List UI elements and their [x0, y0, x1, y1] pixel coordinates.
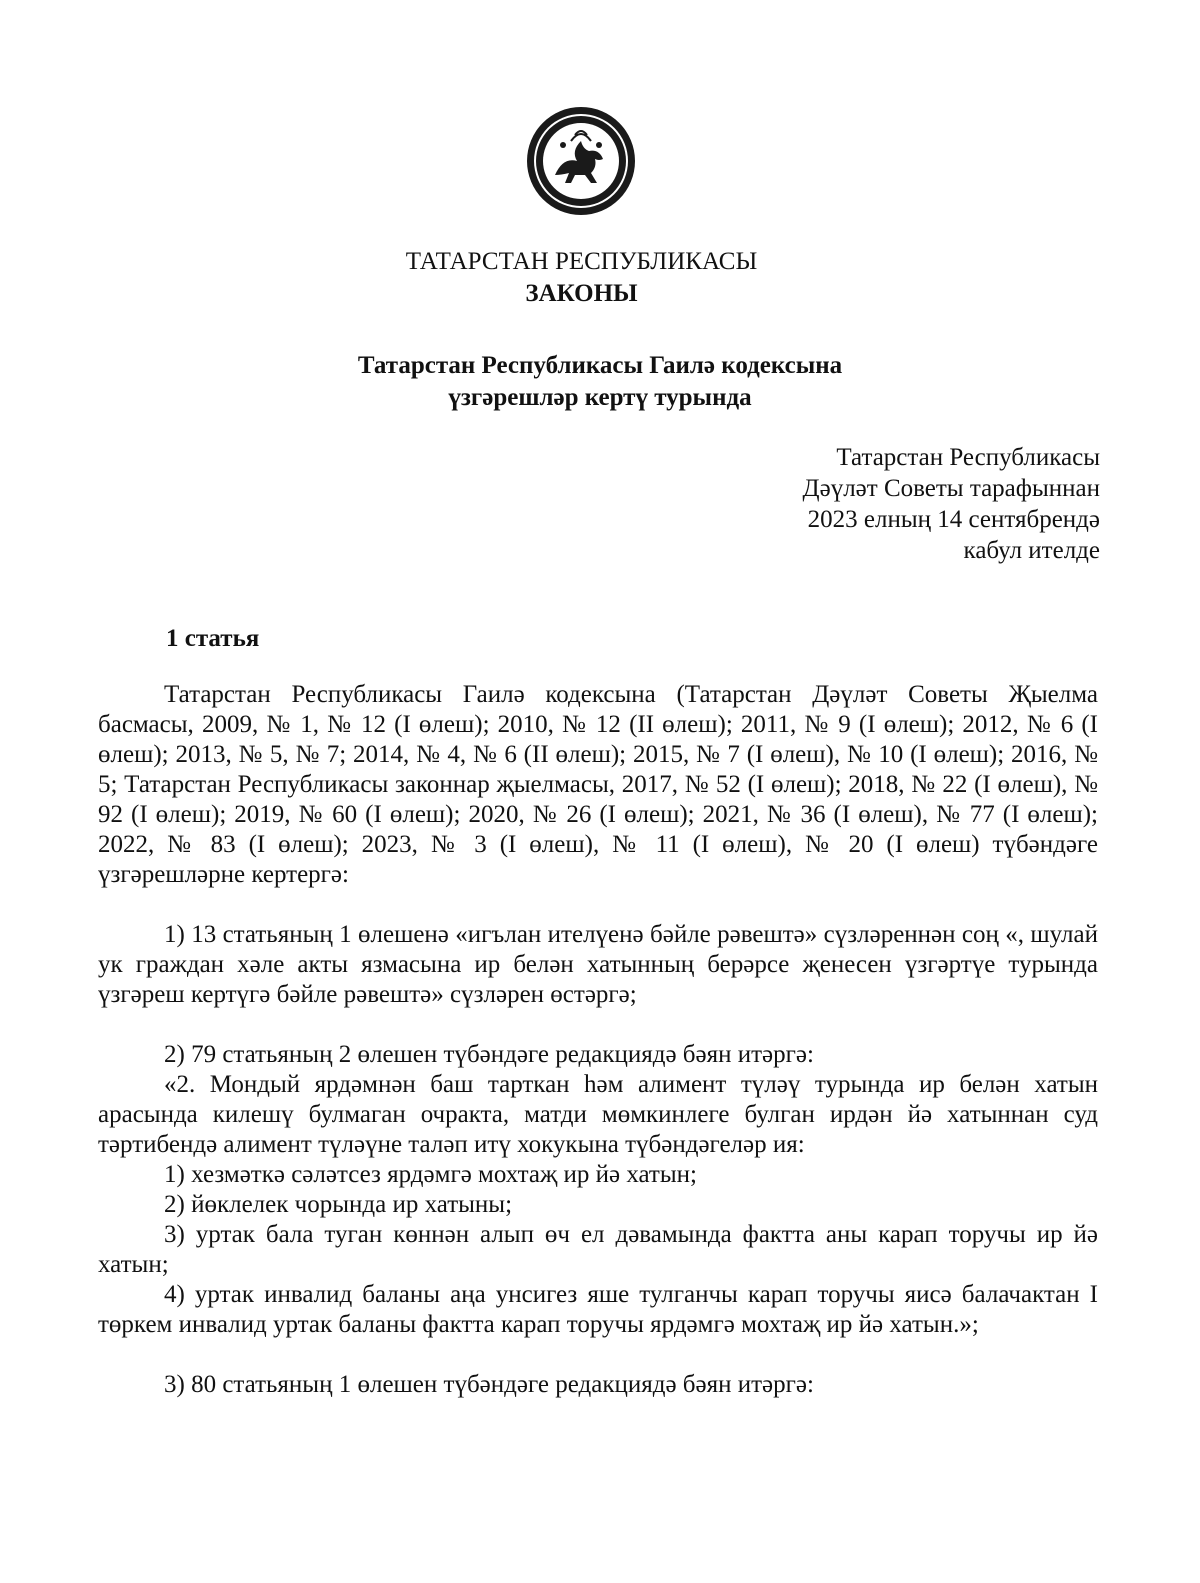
paragraph: 3) уртак бала туган көннән алып өч ел дәвамында фактта аны карап торучы ир йә хатын;: [98, 1221, 1098, 1278]
adoption-line: Татарстан Республикасы: [836, 444, 1100, 471]
paragraph: 2) 79 статьяның 2 өлешен түбәндәге редакциядә бәян итәргә:: [164, 1041, 814, 1068]
republic-name: ТАТАРСТАН РЕСПУБЛИКАСЫ: [405, 248, 758, 275]
paragraph: 1) 13 статьяның 1 өлешенә «игълан ителүенә бәйле рәвештә» сүзләреннән соң «, шулай ук граждан хәле акты язмасына ир белән хатынның берәрсе җенесен үзгәртүе турында үзгәреш кертүгә бәйле рәвештә» сүзләрен өстәргә;: [98, 921, 1098, 1008]
coat-of-arms-icon: [525, 105, 637, 217]
article-heading: 1 статья: [166, 625, 260, 652]
adoption-line: кабул ителде: [963, 537, 1100, 564]
subject-line: үзгәрешләр кертү турында: [448, 384, 752, 411]
paragraph: 1) хезмәткә сәләтсез ярдәмгә мохтаҗ ир йә хатын;: [164, 1161, 697, 1188]
adoption-line: Дәүләт Советы тарафыннан: [802, 475, 1100, 502]
law-subject: [0, 350, 1200, 414]
paragraph: Татарстан Республикасы Гаилә кодексына (Татарстан Дәүләт Советы Җыелма басмасы, 2009, № 1, № 12 (I өлеш); 2010, № 12 (II өлеш); 2011, № 9 (I өлеш); 2012, № 6 (I өлеш); 2013, № 5, № 7; 2014, № 4, № 6 (II өлеш); 2015, № 7 (I өлеш), № 10 (I өлеш); 2016, № 5; Татарстан Республикасы законнар җыелмасы, 2017, № 52 (I өлеш); 2018, № 22 (I өлеш), № 92 (I өлеш); 2019, № 60 (I өлеш); 2020, № 26 (I өлеш); 2021, № 36 (I өлеш), № 77 (I өлеш); 2022, № 83 (I өлеш); 2023, № 3 (I өлеш), № 11 (I өлеш), № 20 (I өлеш) түбәндәге үзгәрешләрне кертергә:: [98, 681, 1098, 888]
paragraph: «2. Мондый ярдәмнән баш тарткан һәм алимент түләү турында ир белән хатын арасында килешү булмаган очракта, матди мөмкинлеге булган ирдән йә хатыннан суд тәртибендә алимент түләүне таләп итү хокукына түбәндәгеләр ия:: [98, 1071, 1098, 1158]
article-body: [98, 680, 1098, 1400]
paragraph: 2) йөклелек чорында ир хатыны;: [164, 1191, 513, 1218]
document-type: ЗАКОНЫ: [525, 280, 638, 307]
paragraph: 3) 80 статьяның 1 өлешен түбәндәге редакциядә бәян итәргә:: [164, 1371, 814, 1398]
adoption-line: 2023 елның 14 сентябрендә: [807, 506, 1100, 533]
adoption-note: [803, 442, 1100, 566]
subject-line: Татарстан Республикасы Гаилә кодексына: [357, 352, 843, 379]
paragraph: 4) уртак инвалид баланы аңа унсигез яше тулганчы карап торучы яисә балачактан I төркем инвалид уртак баланы фактта карап торучы ярдәмгә мохтаҗ ир йә хатын.»;: [98, 1281, 1098, 1338]
